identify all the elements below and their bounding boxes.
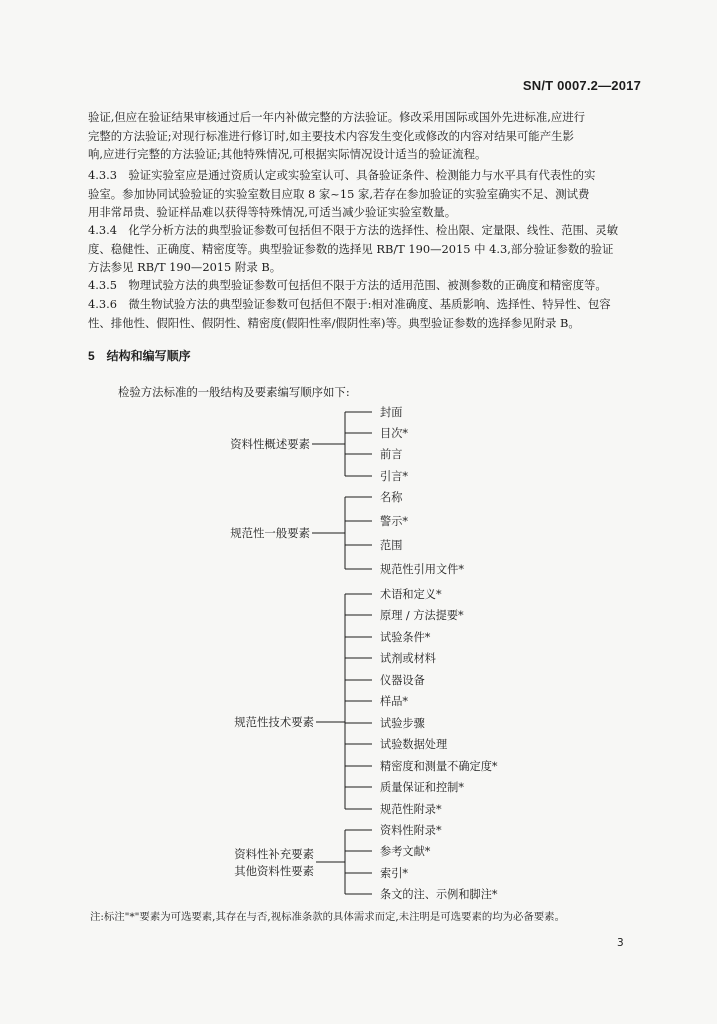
tree-item: 仪器设备: [380, 674, 425, 687]
tree-item: 目次*: [380, 427, 408, 440]
tree-item: 索引*: [380, 867, 408, 880]
tree-item: 试验数据处理: [380, 738, 448, 751]
tree-item: 术语和定义*: [380, 588, 442, 601]
tree-item: 范围: [380, 539, 403, 552]
group-label-informative-supplementary: 资料性补充要素 其他资料性要素: [234, 847, 314, 878]
intro-text: 检验方法标准的一般结构及要素编写顺序如下:: [118, 385, 350, 399]
tree-item: 试验步骤: [380, 717, 425, 730]
section-title: 5 结构和编写顺序: [88, 349, 191, 363]
tree-item: 规范性引用文件*: [380, 563, 464, 576]
tree-item: 试剂或材料: [380, 652, 436, 665]
tree-item: 参考文献*: [380, 845, 431, 858]
tree-item: 封面: [380, 406, 403, 419]
group-label-informative-preliminary: 资料性概述要素: [230, 437, 310, 451]
paragraph-continuation: 验证,但应在验证结果审核通过后一年内补做完整的方法验证。修改采用国际或国外先进标准,应进行 完整的方法验证;对现行标准进行修订时,如主要技术内容发生变化或修改的内容对结果可能产生影 响,应进行完整的方法验证;其他特殊情况,可根据实际情况设计适当的验证流程。: [88, 110, 586, 162]
tree-item: 精密度和测量不确定度*: [380, 760, 498, 773]
paragraph-4-3-5: 4.3.5 物理试验方法的典型验证参数可包括但不限于方法的适用范围、被测参数的正确度和精密度等。: [88, 278, 607, 292]
tree-item: 规范性附录*: [380, 803, 442, 816]
tree-item: 条文的注、示例和脚注*: [380, 888, 498, 901]
group-label-normative-general: 规范性一般要素: [230, 526, 310, 540]
tree-item: 前言: [380, 448, 403, 461]
standard-code: SN/T 0007.2—2017: [522, 78, 641, 93]
footnote: 注:标注"*"要素为可选要素,其存在与否,视标准条款的具体需求而定,未注明是可选要素的均为必备要素。: [90, 911, 565, 923]
tree-item: 引言*: [380, 470, 408, 483]
paragraph-4-3-6: 4.3.6 微生物试验方法的典型验证参数可包括但不限于:相对准确度、基质影响、选择性、特异性、包容 性、排他性、假阳性、假阴性、精密度(假阳性率/假阴性率)等。典型验证参数的选择参见附录 B。: [88, 297, 611, 330]
group-label-normative-technical: 规范性技术要素: [234, 715, 314, 729]
paragraph-4-3-4: 4.3.4 化学分析方法的典型验证参数可包括但不限于方法的选择性、检出限、定量限、线性、范围、灵敏 度、稳健性、正确度、精密度等。典型验证参数的选择见 RB/T 190—2015 中 4.3,部分验证参数的验证 方法参见 RB/T 190—2015 附录 B。: [88, 223, 619, 275]
tree-item: 样品*: [380, 695, 408, 708]
tree-item: 试验条件*: [380, 631, 431, 644]
page-number: 3: [617, 937, 624, 949]
paragraph-4-3-3: 4.3.3 验证实验室应是通过资质认定或实验室认可、具备验证条件、检测能力与水平具有代表性的实 验室。参加协同试验验证的实验室数目应取 8 家~15 家,若存在参加验证的实验室确实不足、测试费 用非常昂贵、验证样品难以获得等特殊情况,可适当减少验证实验室数量。: [88, 168, 596, 220]
tree-item: 原理 / 方法提要*: [380, 609, 464, 622]
tree-item: 资料性附录*: [380, 824, 442, 837]
tree-item: 警示*: [380, 515, 408, 528]
tree-item: 名称: [380, 491, 403, 504]
tree-item: 质量保证和控制*: [380, 781, 464, 794]
